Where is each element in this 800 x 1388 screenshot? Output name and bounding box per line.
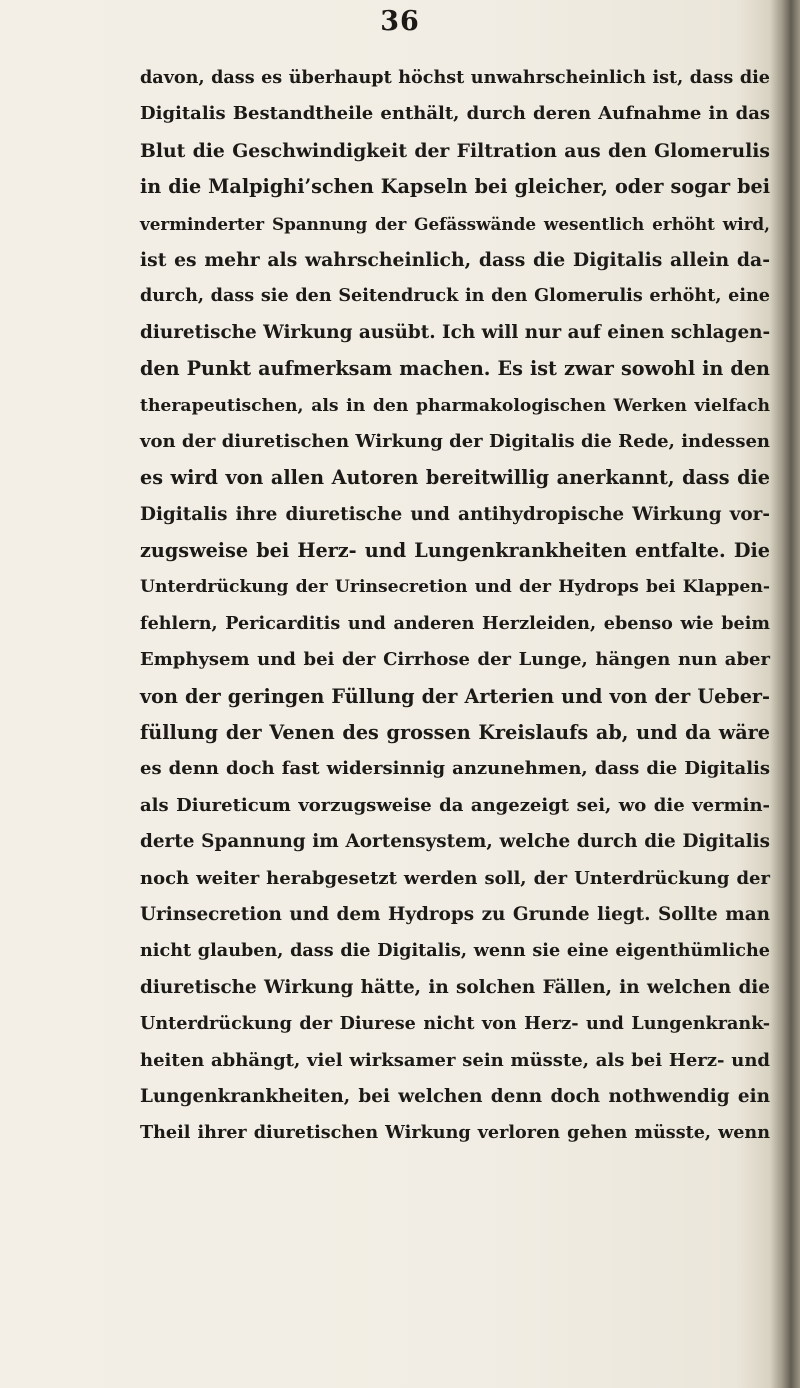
text-line: Unterdrückung der Diurese nicht von Herz- und Lungenkrank- [140,1013,770,1035]
text-line: Digitalis ihre diuretische und antihydropische Wirkung vor- [140,503,770,525]
text-line: füllung der Venen des grossen Kreislaufs ab, und da wäre [140,721,770,745]
text-line: es denn doch fast widersinnig anzunehmen, dass die Digitalis [140,758,770,780]
text-line: es wird von allen Autoren bereitwillig anerkannt, dass die [140,466,770,490]
text-line: noch weiter herabgesetzt werden soll, der Unterdrückung der [140,867,770,889]
text-line: heiten abhängt, viel wirksamer sein müsste, als bei Herz- und [140,1049,770,1071]
text-line: Digitalis Bestandtheile enthält, durch deren Aufnahme in das [140,103,770,125]
text-line: den Punkt aufmerksam machen. Es ist zwar sowohl in den [140,357,770,381]
text-line: verminderter Spannung der Gefässwände wesentlich erhöht wird, [140,213,770,234]
text-line: therapeutischen, als in den pharmakologischen Werken vielfach [140,395,770,416]
text-line: von der geringen Füllung der Arterien und von der Ueber- [140,684,770,708]
text-line: diuretische Wirkung hätte, in solchen Fällen, in welchen die [140,976,770,998]
text-line: fehlern, Pericarditis und anderen Herzleiden, ebenso wie beim [140,612,770,634]
text-line: ist es mehr als wahrscheinlich, dass die Digitalis allein da- [140,248,770,271]
text-line: nicht glauben, dass die Digitalis, wenn sie eine eigenthümliche [140,940,770,962]
text-line: zugsweise bei Herz- und Lungenkrankheiten entfalte. Die [140,539,770,563]
text-line: Lungenkrankheiten, bei welchen denn doch nothwendig ein [140,1085,770,1107]
text-line: Unterdrückung der Urinsecretion und der Hydrops bei Klappen- [140,577,770,598]
text-line: als Diureticum vorzugsweise da angezeigt sei, wo die vermin- [140,794,770,816]
text-line: diuretische Wirkung ausübt. Ich will nur auf einen schlagen- [140,321,771,343]
text-line: Blut die Geschwindigkeit der Filtration aus den Glomerulis [140,139,770,162]
text-line: derte Spannung im Aortensystem, welche durch die Digitalis [140,831,770,853]
body-text [140,60,770,1152]
text-line: Urinsecretion und dem Hydrops zu Grunde liegt. Sollte man [140,903,770,925]
text-line: durch, dass sie den Seitendruck in den Glomerulis erhöht, eine [140,285,770,307]
text-line: davon, dass es überhaupt höchst unwahrscheinlich ist, dass die [140,67,770,88]
text-line: Emphysem und bei der Cirrhose der Lunge, hängen nun aber [140,649,770,671]
text-line: von der diuretischen Wirkung der Digitalis die Rede, indessen [140,430,770,452]
text-line: in die Malpighi’schen Kapseln bei gleicher, oder sogar bei [140,175,770,199]
text-line: Theil ihrer diuretischen Wirkung verloren gehen müsste, wenn [140,1122,770,1144]
binding-shadow [770,0,800,1388]
page-number: 36 [380,6,420,37]
